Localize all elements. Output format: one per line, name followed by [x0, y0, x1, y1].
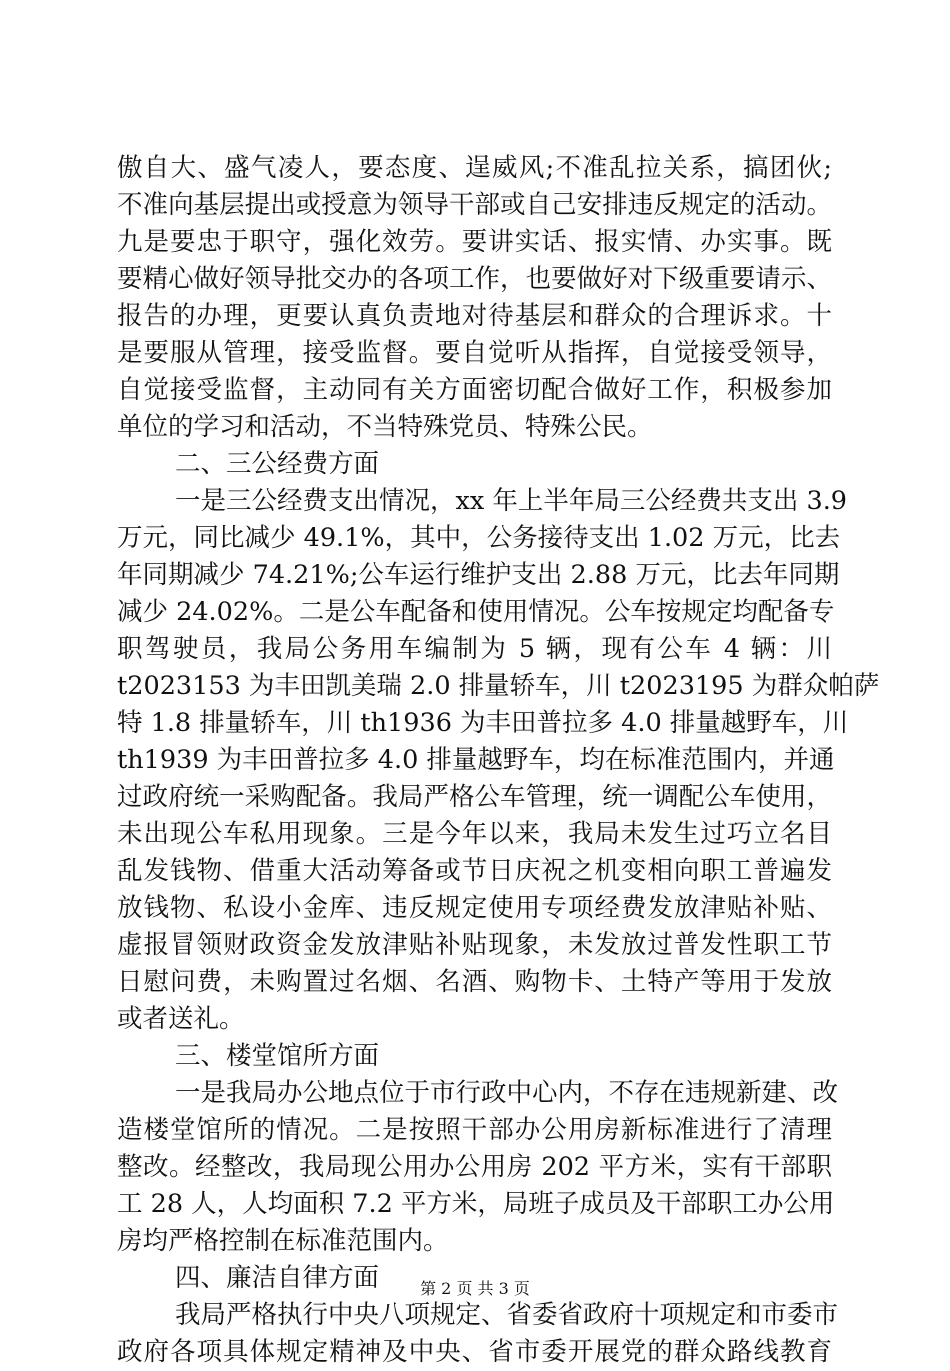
text-line: 一是三公经费支出情况，xx 年上半年局三公经费共支出 3.9	[175, 486, 848, 516]
text-line: 傲自大、盛气凌人，要态度、逞威风;不准乱拉关系，搞团伙;	[117, 153, 832, 183]
text-line: 乱发钱物、借重大活动筹备或节日庆祝之机变相向职工普遍发	[117, 856, 832, 886]
text-line: 减少 24.02%。二是公车配备和使用情况。公车按规定均配备专	[117, 597, 835, 627]
document-body	[117, 150, 880, 1371]
text-line: 放钱物、私设小金库、违反规定使用专项经费发放津贴补贴、	[117, 893, 832, 923]
section-heading: 四、廉洁自律方面	[175, 1263, 380, 1293]
section-heading: 三、楼堂馆所方面	[175, 1041, 380, 1071]
text-line: 房均严格控制在标准范围内。	[117, 1226, 449, 1256]
text-line: 单位的学习和活动，不当特殊党员、特殊公民。	[117, 412, 653, 442]
text-line: 自觉接受监督，主动同有关方面密切配合做好工作，积极参加	[117, 375, 832, 405]
text-line: 整改。经整改，我局现公用办公用房 202 平方米，实有干部职	[117, 1152, 832, 1182]
text-line: 是要服从管理，接受监督。要自觉听从指挥，自觉接受领导，	[117, 338, 832, 368]
text-line: 职驾驶员，我局公务用车编制为 5 辆，现有公车 4 辆：川	[117, 634, 832, 664]
text-line: 年同期减少 74.21%;公车运行维护支出 2.88 万元，比去年同期	[117, 560, 840, 590]
text-line: 造楼堂馆所的情况。二是按照干部办公用房新标准进行了清理	[117, 1115, 832, 1145]
text-line: 报告的办理，更要认真负责地对待基层和群众的合理诉求。十	[117, 301, 832, 331]
text-line: 特 1.8 排量轿车，川 th1936 为丰田普拉多 4.0 排量越野车，川	[117, 708, 849, 738]
text-line: 万元，同比减少 49.1%，其中，公务接待支出 1.02 万元，比去	[117, 523, 841, 553]
text-line: 九是要忠于职守，强化效劳。要讲实话、报实情、办实事。既	[117, 227, 832, 257]
text-line: 不准向基层提出或授意为领导干部或自己安排违反规定的活动。	[117, 190, 832, 220]
text-line: 一是我局办公地点位于市行政中心内，不存在违规新建、改	[175, 1078, 839, 1108]
text-line: 政府各项具体规定精神及中央、省市委开展党的群众路线教育	[117, 1337, 832, 1367]
text-line: 日慰问费，未购置过名烟、名酒、购物卡、土特产等用于发放	[117, 967, 832, 997]
text-line: 未出现公车私用现象。三是今年以来，我局未发生过巧立名目	[117, 819, 832, 849]
page-number-footer: 第 2 页 共 3 页	[420, 1279, 530, 1298]
text-line: t2023153 为丰田凯美瑞 2.0 排量轿车，川 t2023195 为群众帕萨	[117, 671, 880, 701]
text-line: 工 28 人，人均面积 7.2 平方米，局班子成员及干部职工办公用	[117, 1189, 835, 1219]
text-line: 过政府统一采购配备。我局严格公车管理，统一调配公车使用，	[117, 782, 832, 812]
text-line: 或者送礼。	[117, 1004, 245, 1034]
section-heading: 二、三公经费方面	[175, 449, 380, 479]
text-line: 要精心做好领导批交办的各项工作，也要做好对下级重要请示、	[117, 264, 832, 294]
text-line: 虚报冒领财政资金发放津贴补贴现象，未发放过普发性职工节	[117, 930, 832, 960]
text-line: 我局严格执行中央八项规定、省委省政府十项规定和市委市	[175, 1300, 839, 1330]
text-line: th1939 为丰田普拉多 4.0 排量越野车，均在标准范围内，并通	[117, 745, 835, 775]
